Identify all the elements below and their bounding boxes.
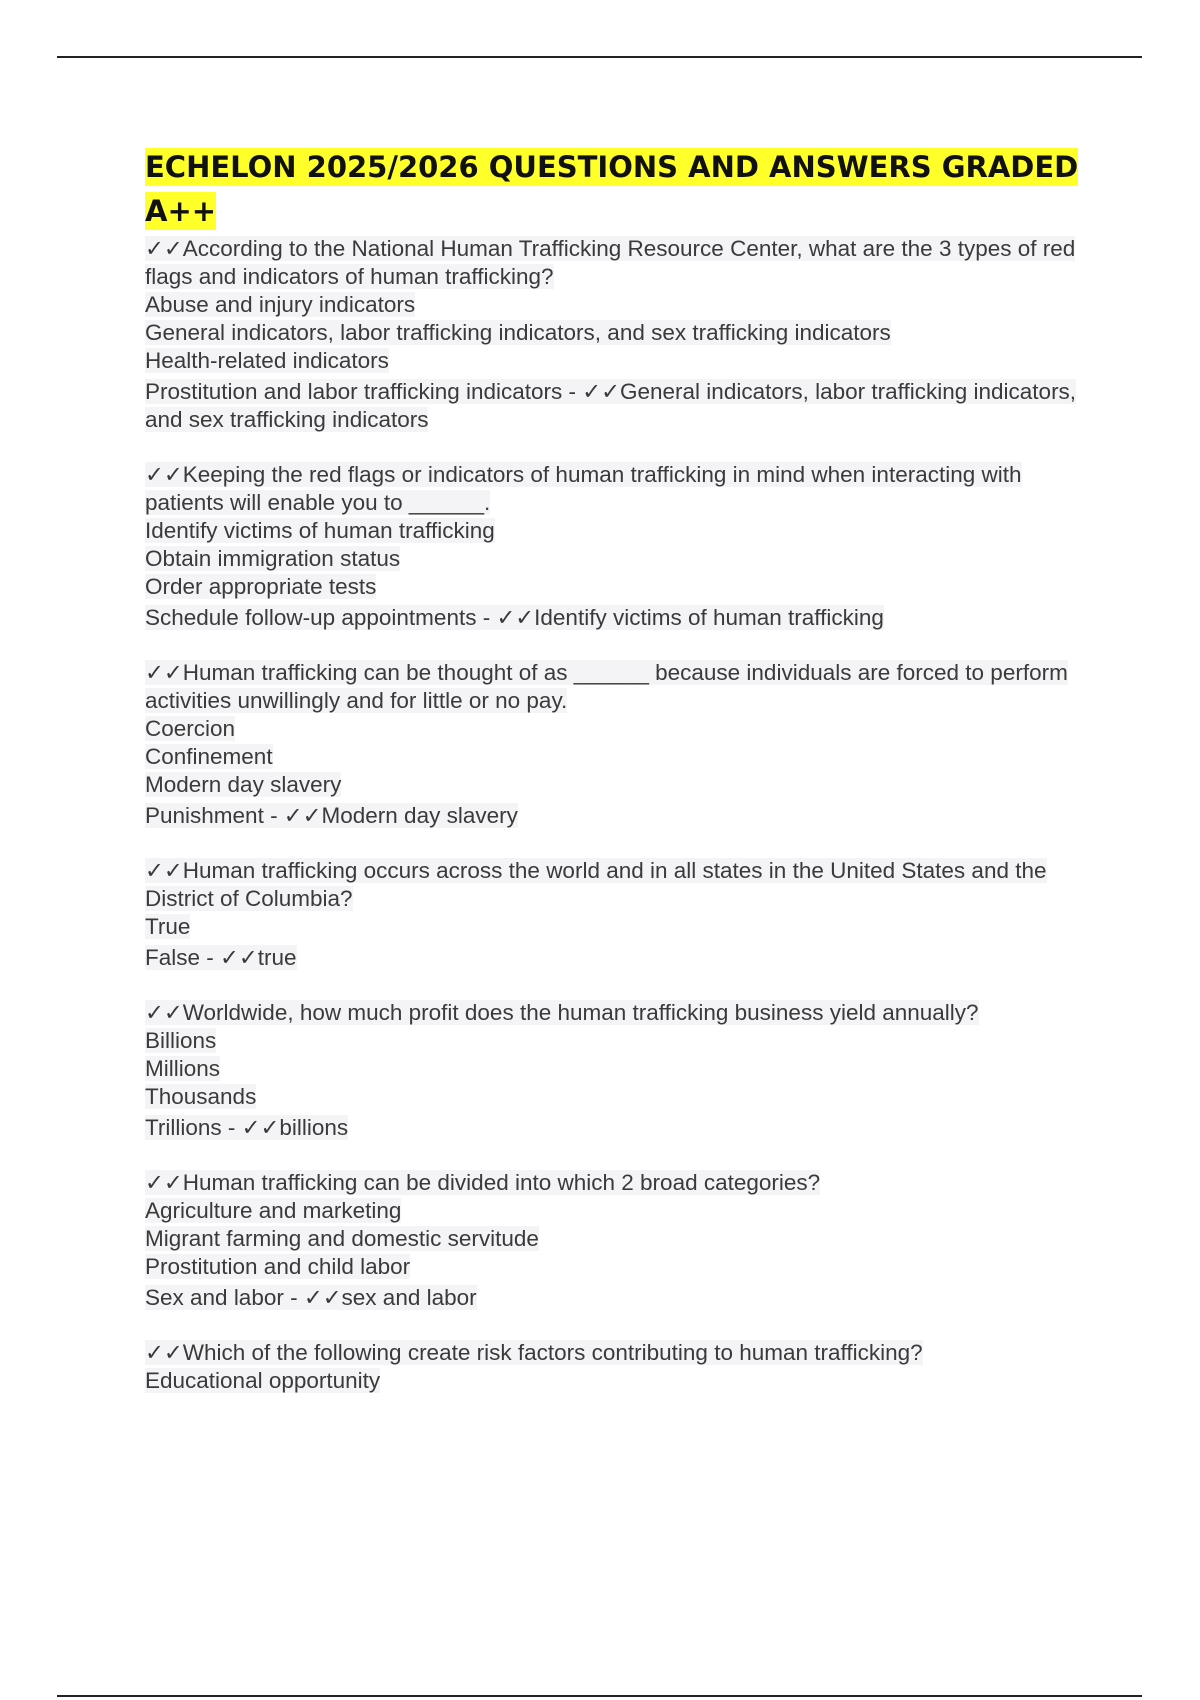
option-with-answer: Punishment - ✓✓Modern day slavery <box>145 803 518 828</box>
question-block <box>145 235 1105 434</box>
answer-option: Coercion <box>145 716 236 741</box>
document-body <box>145 145 1105 1422</box>
question-text: ✓✓Keeping the red flags or indicators of human trafficking in mind when interacting with patients will enable you to ______. <box>145 462 1022 515</box>
question-list <box>145 235 1105 1395</box>
option-with-answer: Prostitution and labor trafficking indicators - ✓✓General indicators, labor trafficking indicators, and sex trafficking indicators <box>145 379 1077 432</box>
answer-option: Billions <box>145 1028 217 1053</box>
option-with-answer: Trillions - ✓✓billions <box>145 1115 349 1140</box>
question-block <box>145 659 1105 830</box>
question-text: ✓✓Which of the following create risk factors contributing to human trafficking? <box>145 1340 923 1365</box>
question-text: ✓✓Human trafficking can be divided into which 2 broad categories? <box>145 1170 821 1195</box>
question-text: ✓✓According to the National Human Trafficking Resource Center, what are the 3 types of red flags and indicators of human trafficking? <box>145 236 1076 289</box>
option-with-answer: Schedule follow-up appointments - ✓✓Identify victims of human trafficking <box>145 605 884 630</box>
option-with-answer: False - ✓✓true <box>145 945 297 970</box>
question-block <box>145 1169 1105 1312</box>
answer-option: Agriculture and marketing <box>145 1198 402 1223</box>
answer-option: Health-related indicators <box>145 348 389 373</box>
question-text: ✓✓Human trafficking can be thought of as ______ because individuals are forced to perform activities unwillingly and for little or no pay. <box>145 660 1068 713</box>
answer-option: Migrant farming and domestic servitude <box>145 1226 539 1251</box>
question-text: ✓✓Human trafficking occurs across the world and in all states in the United States and the District of Columbia? <box>145 858 1047 911</box>
answer-option: Prostitution and child labor <box>145 1254 411 1279</box>
question-block <box>145 999 1105 1142</box>
answer-option: Educational opportunity <box>145 1368 381 1393</box>
answer-option: Order appropriate tests <box>145 574 377 599</box>
answer-option: Confinement <box>145 744 273 769</box>
answer-option: Abuse and injury indicators <box>145 292 416 317</box>
question-block <box>145 857 1105 972</box>
header-rule <box>57 56 1142 58</box>
answer-option: Millions <box>145 1056 221 1081</box>
question-text: ✓✓Worldwide, how much profit does the human trafficking business yield annually? <box>145 1000 979 1025</box>
answer-option: True <box>145 914 191 939</box>
question-block <box>145 1339 1105 1395</box>
answer-option: Thousands <box>145 1084 257 1109</box>
footer-rule <box>57 1695 1142 1697</box>
answer-option: Modern day slavery <box>145 772 342 797</box>
document-title: ECHELON 2025/2026 QUESTIONS AND ANSWERS GRADED A++ <box>145 150 1079 228</box>
option-with-answer: Sex and labor - ✓✓sex and labor <box>145 1285 477 1310</box>
question-block <box>145 461 1105 632</box>
answer-option: Obtain immigration status <box>145 546 401 571</box>
answer-option: Identify victims of human trafficking <box>145 518 495 543</box>
answer-option: General indicators, labor trafficking indicators, and sex trafficking indicators <box>145 320 891 345</box>
